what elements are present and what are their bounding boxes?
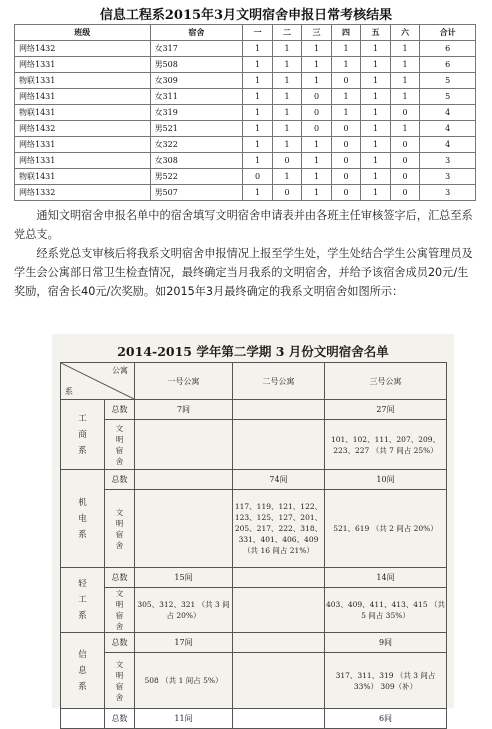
dorm-list: 317、311、319 （共 3 间占 33%） 309（补） xyxy=(325,653,447,709)
table-cell: 0 xyxy=(272,153,302,169)
table-cell: 1 xyxy=(361,137,391,153)
table-header-row xyxy=(15,25,476,41)
table-cell: 4 xyxy=(420,137,476,153)
column-header: 合计 xyxy=(420,25,476,41)
department-cell xyxy=(61,568,105,633)
table-cell: 0 xyxy=(272,185,302,201)
table-cell: 1 xyxy=(272,41,302,57)
table-cell: 1 xyxy=(272,105,302,121)
table-cell: 0 xyxy=(390,169,420,185)
column-header: 一 xyxy=(243,25,273,41)
table-cell: 1 xyxy=(361,185,391,201)
total-value xyxy=(233,568,325,588)
dorm-list xyxy=(233,653,325,709)
table-cell: 4 xyxy=(420,105,476,121)
corner-cell xyxy=(61,363,135,400)
table-cell: 网络1432 xyxy=(15,41,151,57)
dorm-row xyxy=(61,490,447,568)
table-cell: 1 xyxy=(361,105,391,121)
table-cell: 0 xyxy=(331,169,361,185)
total-value xyxy=(233,633,325,653)
dorm-row xyxy=(61,588,447,633)
total-row xyxy=(61,470,447,490)
total-value xyxy=(233,400,325,420)
table-cell: 1 xyxy=(361,57,391,73)
table-cell: 1 xyxy=(302,73,332,89)
table-cell: 0 xyxy=(243,169,273,185)
table-cell: 1 xyxy=(243,153,273,169)
corner-label-apartment: 公寓 xyxy=(112,366,128,375)
table-cell: 1 xyxy=(390,57,420,73)
table-cell: 男508 xyxy=(150,57,243,73)
table-cell: 0 xyxy=(331,73,361,89)
table-cell: 1 xyxy=(243,185,273,201)
table-cell: 1 xyxy=(302,169,332,185)
table-cell: 5 xyxy=(420,73,476,89)
table-cell: 女317 xyxy=(150,41,243,57)
table-cell: 1 xyxy=(390,41,420,57)
table-cell: 0 xyxy=(331,185,361,201)
table-cell: 1 xyxy=(243,89,273,105)
apartment-header: 二号公寓 xyxy=(233,363,325,400)
table-cell: 网络1331 xyxy=(15,57,151,73)
dorm-list: 403、409、411、413、415 （共 5 间占 35%） xyxy=(325,588,447,633)
table-cell: 0 xyxy=(331,153,361,169)
dorm-list xyxy=(233,588,325,633)
paragraph-1: 通知文明宿舍申报名单中的宿舍填写文明宿舍申请表并由各班主任审核签字后，汇总至系党总支。 xyxy=(14,209,473,241)
table-cell: 1 xyxy=(361,73,391,89)
table2-title: 2014-2015 学年第二学期 3 月份文明宿舍名单 xyxy=(117,344,389,359)
department-cell xyxy=(61,633,105,709)
table-cell: 3 xyxy=(420,153,476,169)
total-value: 7间 xyxy=(135,400,233,420)
table-cell: 0 xyxy=(390,185,420,201)
dormitory-list-image xyxy=(52,334,454,723)
table-cell: 1 xyxy=(302,185,332,201)
table-cell: 0 xyxy=(302,89,332,105)
dormitory-list-table xyxy=(60,362,447,729)
column-header: 四 xyxy=(331,25,361,41)
table-row xyxy=(15,57,476,73)
table-cell: 0 xyxy=(302,105,332,121)
dorm-list xyxy=(135,420,233,470)
total-label: 总数 xyxy=(105,470,135,490)
table-row xyxy=(15,185,476,201)
total-row xyxy=(61,400,447,420)
table-cell: 1 xyxy=(361,153,391,169)
table-cell: 1 xyxy=(302,137,332,153)
table-cell: 网络1432 xyxy=(15,121,151,137)
table-cell: 网络1331 xyxy=(15,153,151,169)
column-header: 三 xyxy=(302,25,332,41)
total-row xyxy=(61,633,447,653)
dorm-label: 文明宿舍 xyxy=(105,653,135,709)
dorm-list xyxy=(135,490,233,568)
table-row xyxy=(15,73,476,89)
dorm-list: 305、312、321 （共 3 间占 20%） xyxy=(135,588,233,633)
table-cell: 男521 xyxy=(150,121,243,137)
table-cell: 1 xyxy=(331,89,361,105)
table-cell: 3 xyxy=(420,185,476,201)
total-value: 74间 xyxy=(233,470,325,490)
column-header: 二 xyxy=(272,25,302,41)
table-cell: 1 xyxy=(243,121,273,137)
dorm-label: 文明宿舍 xyxy=(105,490,135,568)
table-cell: 男507 xyxy=(150,185,243,201)
column-header: 六 xyxy=(390,25,420,41)
department-name: 信息系 xyxy=(78,649,87,692)
total-row xyxy=(61,568,447,588)
total-value: 6间 xyxy=(325,709,447,729)
table-cell: 0 xyxy=(331,137,361,153)
table-cell: 1 xyxy=(243,73,273,89)
total-value: 15间 xyxy=(135,568,233,588)
table-cell: 0 xyxy=(331,121,361,137)
table-cell: 1 xyxy=(272,121,302,137)
table-cell: 1 xyxy=(361,41,391,57)
table-cell: 1 xyxy=(390,121,420,137)
dorm-label: 文明宿舍 xyxy=(105,420,135,470)
total-label: 总数 xyxy=(105,568,135,588)
department-cell xyxy=(61,709,105,729)
table-cell: 女308 xyxy=(150,153,243,169)
table-cell: 1 xyxy=(243,137,273,153)
department-name: 轻工系 xyxy=(78,579,87,621)
table-cell: 0 xyxy=(390,105,420,121)
department-cell xyxy=(61,470,105,568)
table-cell: 0 xyxy=(302,121,332,137)
table-row xyxy=(15,137,476,153)
table-cell: 1 xyxy=(390,89,420,105)
table-cell: 1 xyxy=(243,57,273,73)
table-cell: 6 xyxy=(420,57,476,73)
dorm-list: 117、119、121、122、123、125、127、201、205、217、222、318、331、401、406、409 （共 16 间占 21%） xyxy=(233,490,325,568)
table-cell: 1 xyxy=(243,105,273,121)
table2-header-row xyxy=(61,363,447,400)
table-cell: 1 xyxy=(361,169,391,185)
total-value: 11间 xyxy=(135,709,233,729)
dorm-list: 508 （共 1 间占 5%） xyxy=(135,653,233,709)
corner-label-department: 系 xyxy=(65,387,73,396)
table-cell: 物联1431 xyxy=(15,169,151,185)
table-cell: 物联1431 xyxy=(15,105,151,121)
table-cell: 男522 xyxy=(150,169,243,185)
table-cell: 1 xyxy=(302,153,332,169)
total-label: 总数 xyxy=(105,400,135,420)
table-cell: 1 xyxy=(272,73,302,89)
table-cell: 女309 xyxy=(150,73,243,89)
total-label: 总数 xyxy=(105,709,135,729)
table-body xyxy=(15,41,476,201)
column-header: 宿舍 xyxy=(150,25,243,41)
table-row xyxy=(15,121,476,137)
table-cell: 网络1332 xyxy=(15,185,151,201)
table-cell: 1 xyxy=(272,89,302,105)
table-cell: 物联1331 xyxy=(15,73,151,89)
department-name: 机电系 xyxy=(78,497,87,540)
apartment-header: 三号公寓 xyxy=(325,363,447,400)
table-cell: 5 xyxy=(420,89,476,105)
column-header: 五 xyxy=(361,25,391,41)
total-label: 总数 xyxy=(105,633,135,653)
table-cell: 女319 xyxy=(150,105,243,121)
table-cell: 4 xyxy=(420,121,476,137)
table-cell: 0 xyxy=(390,153,420,169)
dorm-label: 文明宿舍 xyxy=(105,588,135,633)
table-row xyxy=(15,41,476,57)
department-cell xyxy=(61,400,105,470)
paragraph-2: 经系党总支审核后将我系文明宿舍申报情况上报至学生处，学生处结合学生公寓管理员及学生会公寓部日常卫生检查情况，最终确定当月我系的文明宿舍，并给予该宿舍成员20元/生奖励，宿舍长40元/次奖励。如2015年3月最终确定的我系文明宿舍如图所示： xyxy=(14,247,473,298)
dorm-list xyxy=(233,420,325,470)
total-value: 9间 xyxy=(325,633,447,653)
table-cell: 1 xyxy=(272,169,302,185)
table-row xyxy=(15,105,476,121)
total-value: 10间 xyxy=(325,470,447,490)
table-cell: 1 xyxy=(361,121,391,137)
total-row xyxy=(61,709,447,729)
dorm-list: 101、102、111、207、209、223、227 （共 7 间占 25%） xyxy=(325,420,447,470)
table-cell: 1 xyxy=(302,57,332,73)
total-value: 27间 xyxy=(325,400,447,420)
department-name: 工商系 xyxy=(78,413,87,456)
table-cell: 1 xyxy=(331,105,361,121)
table-cell: 1 xyxy=(272,137,302,153)
dorm-row xyxy=(61,420,447,470)
table1-title: 信息工程系2015年3月文明宿舍申报日常考核结果 xyxy=(99,8,393,23)
dorm-list: 521、619 （共 2 间占 20%） xyxy=(325,490,447,568)
total-value xyxy=(233,709,325,729)
dorm-row xyxy=(61,653,447,709)
total-value: 14间 xyxy=(325,568,447,588)
table-row xyxy=(15,169,476,185)
table-cell: 1 xyxy=(390,73,420,89)
table-cell: 1 xyxy=(272,57,302,73)
table-row xyxy=(15,89,476,105)
assessment-table xyxy=(14,24,476,201)
total-value xyxy=(135,470,233,490)
total-value: 17间 xyxy=(135,633,233,653)
table-cell: 0 xyxy=(390,137,420,153)
table-row xyxy=(15,153,476,169)
table-cell: 1 xyxy=(331,57,361,73)
table-cell: 1 xyxy=(361,89,391,105)
column-header: 班级 xyxy=(15,25,151,41)
table-cell: 女322 xyxy=(150,137,243,153)
table-cell: 1 xyxy=(331,41,361,57)
table-cell: 1 xyxy=(243,41,273,57)
apartment-header: 一号公寓 xyxy=(135,363,233,400)
table-cell: 网络1431 xyxy=(15,89,151,105)
table-cell: 网络1331 xyxy=(15,137,151,153)
table-cell: 女311 xyxy=(150,89,243,105)
table-cell: 1 xyxy=(302,41,332,57)
table-cell: 3 xyxy=(420,169,476,185)
table-cell: 6 xyxy=(420,41,476,57)
